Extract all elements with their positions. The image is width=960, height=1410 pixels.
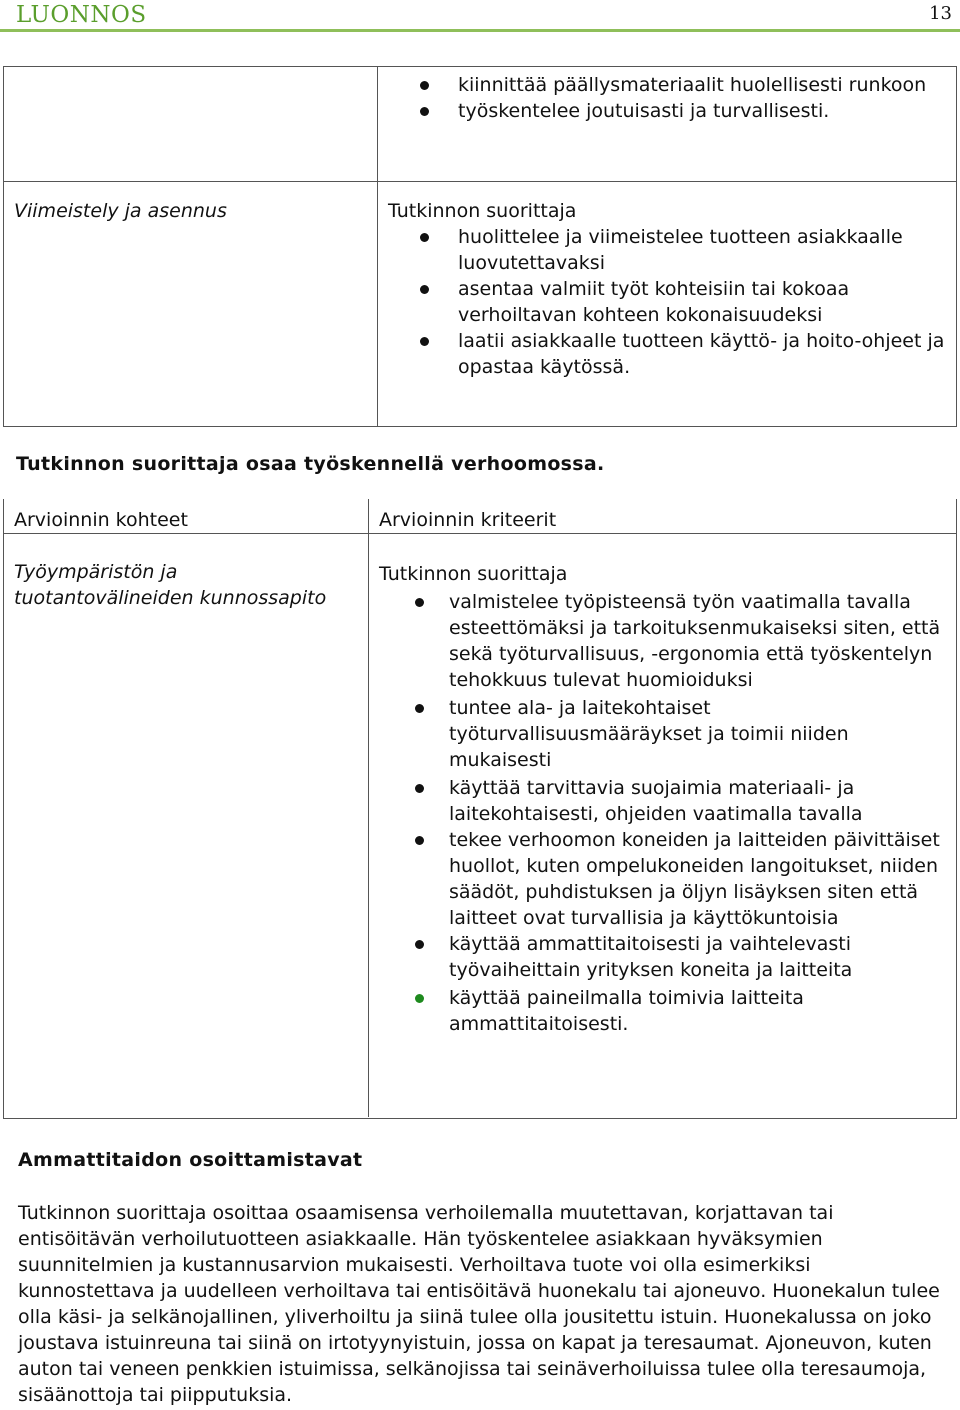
list-item: asentaa valmiit työt kohteisiin tai kokoaa verhoiltavan kohteen kokonaisuudeksi — [378, 276, 956, 328]
list-item: käyttää paineilmalla toimivia laitteita ammattitaitoisesti. — [379, 985, 949, 1037]
criteria-lead: Tutkinnon suorittaja — [379, 563, 568, 585]
list-item: tuntee ala- ja laitekohtaiset työturvallisuusmääräykset ja toimii niiden mukaisesti — [379, 695, 949, 773]
bullet-icon — [420, 233, 429, 242]
page-header — [0, 0, 960, 32]
bullet-list — [379, 589, 949, 1037]
table-row — [4, 182, 957, 427]
section-heading: Tutkinnon suorittaja osaa työskennellä verhoomossa. — [16, 453, 605, 475]
target-cell — [4, 67, 378, 182]
bullet-list — [378, 224, 956, 380]
bullet-icon — [415, 940, 424, 949]
criteria-cell — [378, 182, 957, 427]
bullet-list — [378, 67, 956, 124]
table-row — [4, 67, 957, 182]
bullet-icon — [415, 598, 424, 607]
list-item: kiinnittää päällysmateriaalit huolellisesti runkoon — [378, 72, 956, 98]
criteria-lead: Tutkinnon suorittaja — [388, 200, 577, 222]
assessment-target: Viimeistely ja asennus — [14, 200, 227, 222]
list-item: käyttää tarvittavia suojaimia materiaali- ja laitekohtaisesti, ohjeiden vaatimalla tavalla — [379, 775, 949, 827]
assessment-target: Työympäristön ja tuotantovälineiden kunnossapito — [14, 561, 327, 609]
target-cell — [4, 182, 378, 427]
bullet-icon — [420, 337, 429, 346]
bullet-icon — [420, 107, 429, 116]
criteria-cell — [378, 67, 957, 182]
list-item: laatii asiakkaalle tuotteen käyttö- ja hoito-ohjeet ja opastaa käytössä. — [378, 328, 956, 380]
header-divider — [4, 533, 956, 534]
bullet-icon — [415, 704, 424, 713]
bullet-icon — [415, 784, 424, 793]
draft-label: LUONNOS — [16, 2, 147, 28]
column-header-criteria: Arvioinnin kriteerit — [379, 509, 557, 531]
list-item: työskentelee joutuisasti ja turvallisesti. — [378, 98, 956, 124]
list-item: valmistelee työpisteensä työn vaatimalla tavalla esteettömäksi ja tarkoituksenmukaiseksi siten, että sekä työturvallisuus, -ergonomia että työskentelyn tehokkuus tulevat huomioiduksi — [379, 589, 949, 693]
column-divider — [368, 499, 369, 1117]
criteria-table-continued — [3, 66, 957, 427]
criteria-cell — [379, 561, 949, 1037]
column-header-targets: Arvioinnin kohteet — [14, 509, 188, 531]
list-item: tekee verhoomon koneiden ja laitteiden päivittäiset huollot, kuten ompelukoneiden langoitukset, niiden säädöt, puhdistuksen ja öljyn lisäyksen siten että laitteet ovat turvallisia ja käyttökuntoisia — [379, 827, 949, 931]
list-item: huolittelee ja viimeistelee tuotteen asiakkaalle luovutettavaksi — [378, 224, 956, 276]
bullet-icon — [415, 836, 424, 845]
bullet-icon — [420, 81, 429, 90]
demonstration-heading: Ammattitaidon osoittamistavat — [18, 1149, 363, 1171]
criteria-table — [3, 499, 957, 1119]
list-item: käyttää ammattitaitoisesti ja vaihtelevasti työvaiheittain yrityksen koneita ja laitteita — [379, 931, 949, 983]
bullet-icon — [420, 285, 429, 294]
demonstration-paragraph: Tutkinnon suorittaja osoittaa osaamisensa verhoilemalla muutettavan, korjattavan tai entisöitävän verhoilutuotteen asiakkaalle. Hän työskentelee asiakkaan hyväksymien suunnitelmien ja kustannusarvion mukaisesti. Verhoiltava tuote voi olla esimerkiksi kunnostettava ja uudelleen verhoiltava tai entisöitävä huonekalu tai ajoneuvo. Huonekalun tulee olla käsi- ja selkänojallinen, yliverhoiltu ja siinä tulee olla jousitettu istuin. Huonekalussa on joko joustava istuinreuna tai siinä on irtotyynyistuin, jossa on kapat ja teresaumat. Ajoneuvon, kuten auton tai veneen penkkien istuimissa, selkänojissa tai seinäverhoiluissa tulee olla teresaumoja, sisäänottoja tai piipputuksia. — [18, 1202, 940, 1406]
bullet-icon — [415, 994, 424, 1003]
page-number: 13 — [929, 3, 952, 24]
